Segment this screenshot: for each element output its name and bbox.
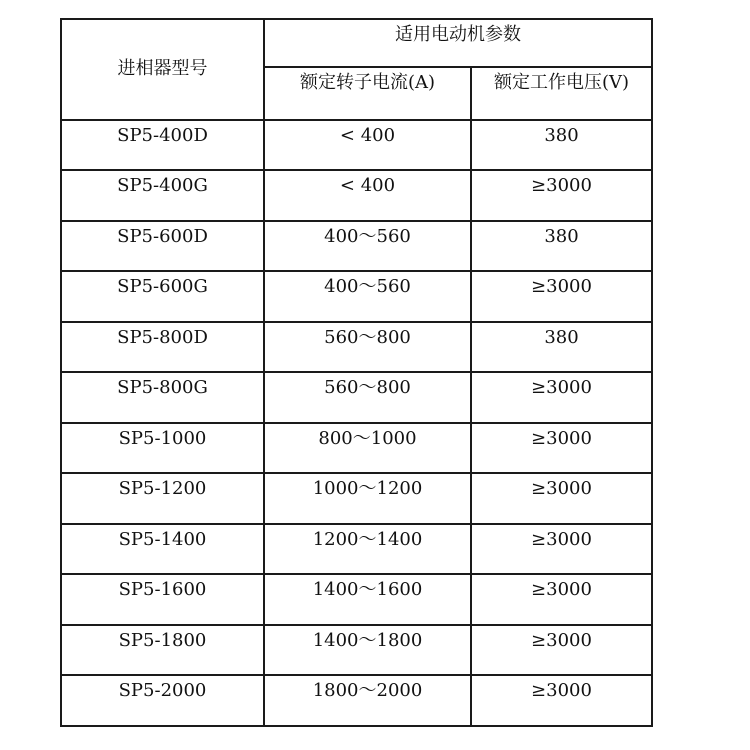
spec-table — [60, 18, 653, 727]
cell-model: SP5-1200 — [61, 473, 264, 524]
table-row — [61, 473, 652, 524]
header-current — [264, 67, 471, 120]
cell-current: < 400 — [264, 170, 471, 221]
cell-voltage: ≥3000 — [471, 170, 652, 221]
cell-current: 560～800 — [264, 322, 471, 373]
table-row — [61, 625, 652, 676]
cell-model: SP5-2000 — [61, 675, 264, 726]
table-row — [61, 322, 652, 373]
cell-voltage: ≥3000 — [471, 473, 652, 524]
header-row-1 — [61, 19, 652, 67]
cell-model: SP5-1000 — [61, 423, 264, 474]
cell-current: 560～800 — [264, 372, 471, 423]
header-voltage-label: 额定工作电压(V) — [493, 72, 630, 94]
cell-voltage: ≥3000 — [471, 625, 652, 676]
cell-model: SP5-600G — [61, 271, 264, 322]
cell-voltage: 380 — [471, 221, 652, 272]
header-voltage — [471, 67, 652, 120]
cell-model: SP5-800D — [61, 322, 264, 373]
table-row — [61, 574, 652, 625]
cell-model: SP5-1600 — [61, 574, 264, 625]
cell-model: SP5-400D — [61, 120, 264, 171]
header-group-label: 适用电动机参数 — [395, 24, 521, 45]
cell-voltage: ≥3000 — [471, 524, 652, 575]
cell-current: 1200～1400 — [264, 524, 471, 575]
cell-model: SP5-1800 — [61, 625, 264, 676]
table-row — [61, 120, 652, 171]
header-model-label: 进相器型号 — [117, 58, 208, 80]
cell-current: 400～560 — [264, 271, 471, 322]
cell-current: 800～1000 — [264, 423, 471, 474]
cell-current: 1000～1200 — [264, 473, 471, 524]
cell-model: SP5-1400 — [61, 524, 264, 575]
header-model — [61, 19, 264, 120]
cell-model: SP5-800G — [61, 372, 264, 423]
cell-voltage: ≥3000 — [471, 372, 652, 423]
cell-current: 400～560 — [264, 221, 471, 272]
cell-model: SP5-600D — [61, 221, 264, 272]
table-row — [61, 170, 652, 221]
cell-current: < 400 — [264, 120, 471, 171]
table-row — [61, 423, 652, 474]
cell-current: 1400～1800 — [264, 625, 471, 676]
cell-model: SP5-400G — [61, 170, 264, 221]
table-row — [61, 372, 652, 423]
cell-voltage: 380 — [471, 120, 652, 171]
cell-voltage: ≥3000 — [471, 675, 652, 726]
header-group — [264, 19, 652, 67]
cell-voltage: ≥3000 — [471, 423, 652, 474]
table-row — [61, 271, 652, 322]
header-current-label: 额定转子电流(A) — [299, 72, 436, 94]
cell-current: 1400～1600 — [264, 574, 471, 625]
cell-voltage: ≥3000 — [471, 574, 652, 625]
cell-voltage: 380 — [471, 322, 652, 373]
table-row — [61, 675, 652, 726]
table-row — [61, 524, 652, 575]
table-row — [61, 221, 652, 272]
cell-current: 1800～2000 — [264, 675, 471, 726]
cell-voltage: ≥3000 — [471, 271, 652, 322]
